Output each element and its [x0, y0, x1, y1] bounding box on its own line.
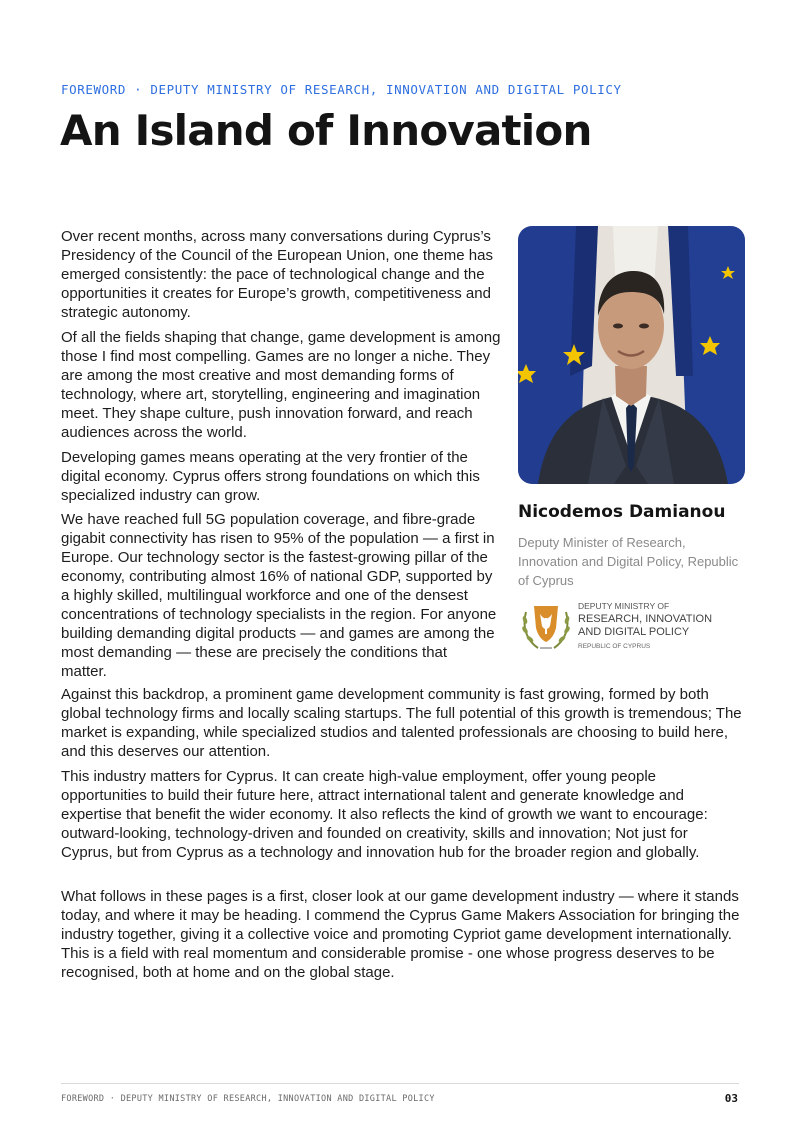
ministry-logo-text [578, 600, 753, 653]
person-role: Deputy Minister of Research, Innovation and Digital Policy, Republic of Cyprus [518, 535, 739, 588]
paragraph: We have reached full 5G population coverage, and fibre-grade gigabit connectivity has risen to 95% of the population — a first in Europe. Our technology sector is the fastest-growing pillar of the economy, contributing almost 16% of national GDP, supported by a highly skilled, multilingual workforce and one of the densest concentrations of technology specialists in the region. For anyone building demanding digital products — and games are among the most demanding — these are precisely the conditions that matter. [61, 511, 497, 680]
person-name: Nicodemos Damianou [518, 502, 726, 522]
page-kicker: FOREWORD · DEPUTY MINISTRY OF RESEARCH, INNOVATION AND DIGITAL POLICY [61, 82, 622, 97]
paragraph: Against this backdrop, a prominent game development community is fast growing, formed by both global technology firms and locally scaling startups. The full potential of this growth is tremendous; The market is expanding, while specialized studios and talented professionals are choosing to build here, and this deserves our attention. [61, 686, 742, 760]
paragraph: This industry matters for Cyprus. It can create high-value employment, offer young people opportunities to build their future here, attract international talent and generate knowledge and expertise that benefit the wider economy. It also reflects the kind of growth we want to encourage: outward-looking, technology-driven and founded on creativity, skills and innovation; Not just for Cyprus, but from Cyprus as a technology and innovation hub for the broader region and globally. [61, 768, 708, 861]
paragraph: Of all the fields shaping that change, game development is among those I find most compelling. Games are no longer a niche. They are among the most creative and most demanding forms of technology, where art, storytelling, engineering and imagination meet. They shape culture, push innovation forward, and reach audiences across the world. [61, 329, 501, 441]
ministry-logo-line: RESEARCH, INNOVATION [578, 613, 713, 625]
footer-text: FOREWORD · DEPUTY MINISTRY OF RESEARCH, INNOVATION AND DIGITAL POLICY [61, 1094, 435, 1104]
ministry-logo-line: AND DIGITAL POLICY [578, 626, 690, 638]
paragraph: What follows in these pages is a first, closer look at our game development industry — where it stands today, and where it may be heading. I commend the Cyprus Game Makers Association for bringing the industry together, giving it a collective voice and promoting Cypriot game development internationally. This is a field with real momentum and considerable promise - one whose progress deserves to be recognised, both at home and on the global stage. [61, 888, 740, 981]
portrait-photo [518, 226, 745, 484]
ministry-logo-line: REPUBLIC OF CYPRUS [578, 643, 651, 650]
paragraph: Over recent months, across many conversations during Cyprus’s Presidency of the Council of the European Union, one theme has emerged consistently: the pace of technological change and the opportunities it creates for Europe’s growth, competitiveness and strategic autonomy. [61, 228, 493, 321]
page-number: 03 [724, 1092, 738, 1105]
page-title: An Island of Innovation [60, 106, 592, 155]
cyprus-emblem-icon [518, 598, 574, 654]
footer-divider [61, 1083, 739, 1084]
ministry-logo-line: DEPUTY MINISTRY OF [578, 601, 670, 611]
paragraph: Developing games means operating at the very frontier of the digital economy. Cyprus offers strong foundations on which this specialized industry can grow. [61, 449, 480, 504]
